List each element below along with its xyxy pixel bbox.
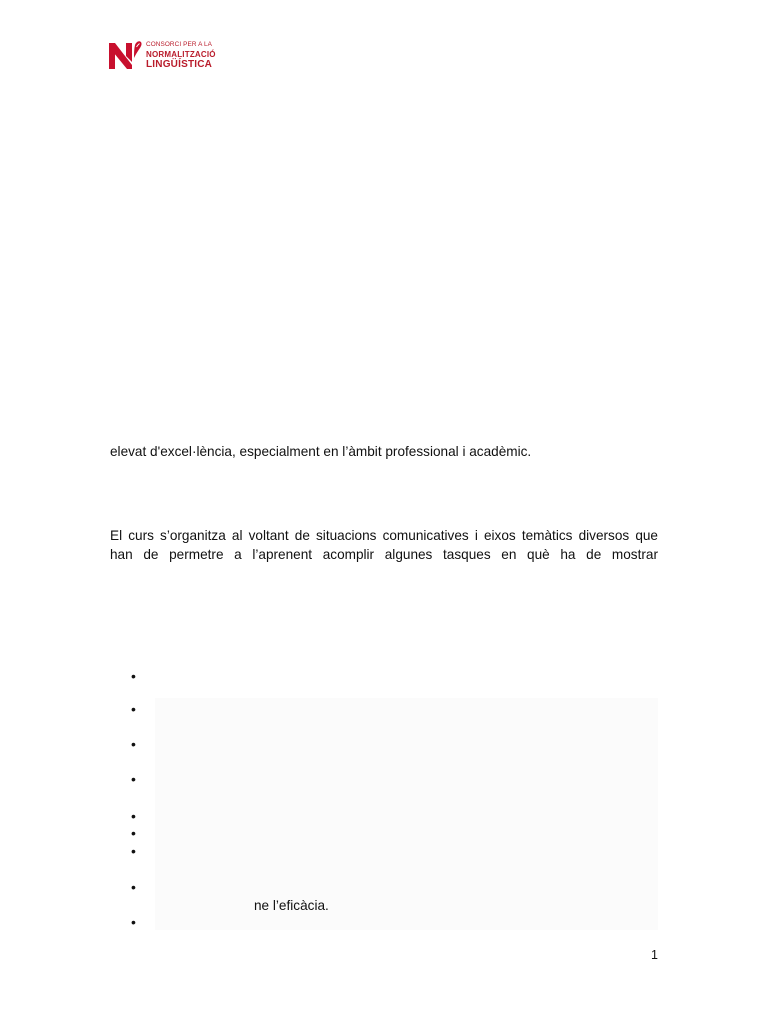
bullet-list-background — [155, 698, 658, 930]
logo-text-line-3: LINGÜÍSTICA — [146, 59, 213, 70]
bullet-marker: • — [131, 825, 136, 841]
body-paragraph-2-line-2: han de permetre a l’aprenent acomplir algunes tasques en què ha de mostrar — [110, 547, 658, 562]
bullet-marker: • — [131, 843, 136, 859]
logo-text-line-2: NORMALITZACIÓ — [146, 50, 216, 59]
bullet-marker: • — [131, 879, 136, 895]
bullet-marker: • — [131, 736, 136, 752]
logo-mark-icon — [108, 40, 144, 70]
consorci-logo — [108, 40, 220, 72]
bullet-item-text: ne l’eficàcia. — [254, 898, 329, 913]
body-paragraph-2 — [110, 526, 658, 564]
body-paragraph-2-line-1: El curs s’organitza al voltant de situacions comunicatives i eixos temàtics diversos que — [110, 528, 658, 543]
bullet-marker: • — [131, 701, 136, 717]
logo-text-line-1: CONSORCI PER A LA — [146, 41, 212, 48]
page-number: 1 — [651, 948, 658, 962]
bullet-marker: • — [131, 914, 136, 930]
bullet-marker: • — [131, 668, 136, 684]
bullet-marker: • — [131, 771, 136, 787]
body-paragraph-1: elevat d'excel·lència, especialment en l’àmbit professional i acadèmic. — [110, 444, 532, 459]
bullet-marker: • — [131, 808, 136, 824]
